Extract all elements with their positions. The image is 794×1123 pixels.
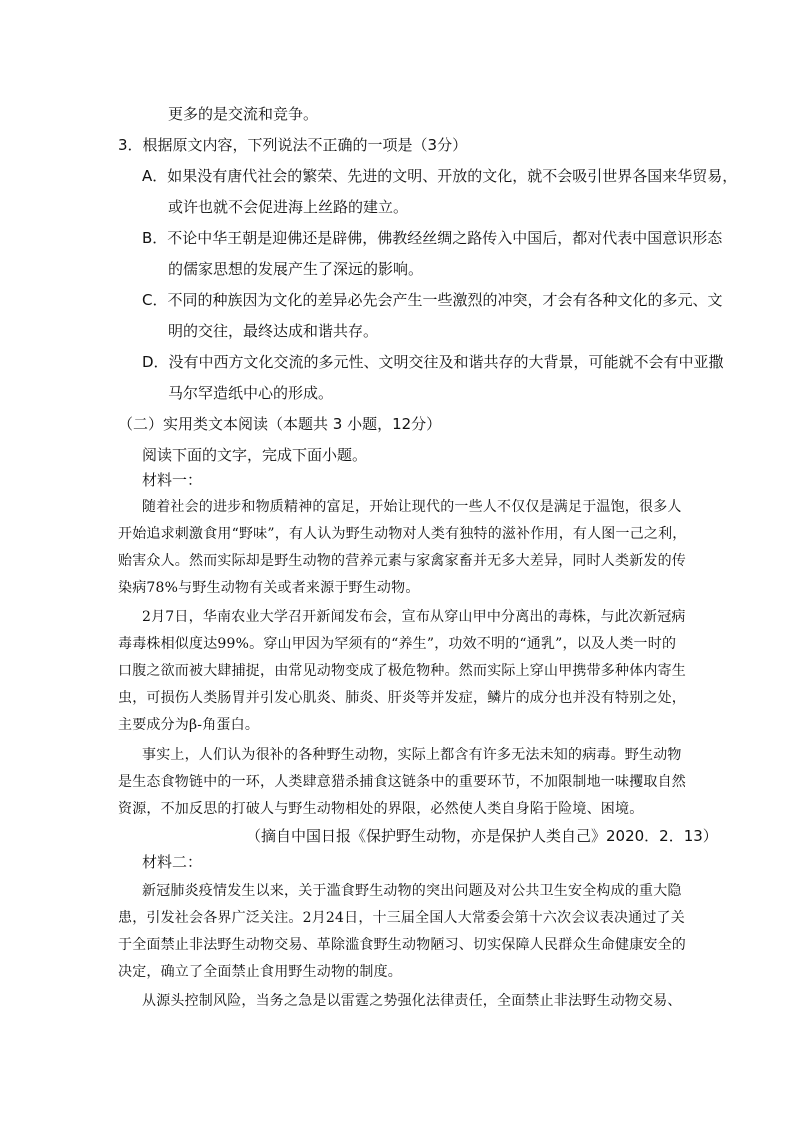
material-1-text: 贻害众人。然而实际却是野生动物的营养元素与家禽家畜并无多大差异，同时人类新发的传 bbox=[118, 553, 686, 569]
section-heading: （二）实用类文本阅读（本题共 3 小题，12分） bbox=[118, 415, 442, 433]
q3-option-b: B．不论中华王朝是迎佛还是辟佛，佛教经丝绸之路传入中国后，都对代表中国意识形态 bbox=[142, 229, 723, 247]
material-2-text: 从源头控制风险，当务之急是以雷霆之势强化法律责任，全面禁止非法野生动物交易、 bbox=[142, 993, 682, 1009]
material-2-text: 新冠肺炎疫情发生以来，关于滥食野生动物的突出问题及对公共卫生安全构成的重大隐 bbox=[142, 883, 682, 899]
q3-option-c: C．不同的种族因为文化的差异必先会产生一些激烈的冲突，才会有各种文化的多元、文 bbox=[142, 291, 723, 309]
material-1-text: 事实上，人们认为很补的各种野生动物，实际上都含有许多无法未知的病毒。野生动物 bbox=[142, 747, 682, 763]
q3-option-a: A．如果没有唐代社会的繁荣、先进的文明、开放的文化，就不会吸引世界各国来华贸易， bbox=[142, 167, 738, 185]
material-1-source: （摘自中国日报《保护野生动物，亦是保护人类自己》2020．2．13） bbox=[246, 827, 718, 845]
material-1-text: 是生态食物链中的一环，人类肆意猎杀捕食这链条中的重要环节，不加限制地一味攫取自然 bbox=[118, 774, 686, 790]
q3-option-d: D．没有中西方文化交流的多元性、文明交往及和谐共存的大背景，可能就不会有中亚撒 bbox=[142, 353, 724, 371]
question-3-stem: 3．根据原文内容，下列说法不正确的一项是（3分） bbox=[118, 136, 468, 154]
q3-option-a-cont: 或许也就不会促进海上丝路的建立。 bbox=[168, 198, 409, 216]
material-1-text: 主要成分为β-角蛋白。 bbox=[118, 717, 260, 733]
q3-option-d-cont: 马尔罕造纸中心的形成。 bbox=[168, 384, 334, 402]
material-1-text: 毒毒株相似度达99%。穿山甲因为罕须有的“养生”，功效不明的“通乳”，以及人类一时的 bbox=[118, 636, 677, 652]
q2-option-continuation: 更多的是交流和竞争。 bbox=[168, 105, 319, 123]
material-1-text: 染病78%与野生动物有关或者来源于野生动物。 bbox=[118, 580, 420, 596]
q3-option-b-cont: 的儒家思想的发展产生了深远的影响。 bbox=[168, 260, 424, 278]
material-2-text: 决定，确立了全面禁止食用野生动物的制度。 bbox=[118, 964, 402, 980]
material-1-text: 2月7日，华南农业大学召开新闻发布会，宣布从穿山甲中分离出的毒株，与此次新冠病 bbox=[142, 609, 686, 625]
material-1-label: 材料一： bbox=[142, 471, 203, 489]
material-1-text: 随着社会的进步和物质精神的富足，开始让现代的一些人不仅仅是满足于温饱，很多人 bbox=[142, 499, 682, 515]
reading-instruction: 阅读下面的文字，完成下面小题。 bbox=[142, 446, 368, 464]
material-1-text: 口腹之欲而被大肆捕捉，由常见动物变成了极危物种。然而实际上穿山甲携带多种体内寄生 bbox=[118, 663, 686, 679]
material-2-text: 于全面禁止非法野生动物交易、革除滥食野生动物陋习、切实保障人民群众生命健康安全的 bbox=[118, 937, 686, 953]
material-1-text: 虫，可损伤人类肠胃并引发心肌炎、肺炎、肝炎等并发症，鳞片的成分也并没有特别之处， bbox=[118, 690, 686, 706]
material-2-label: 材料二： bbox=[142, 853, 203, 871]
material-1-text: 资源，不加反思的打破人与野生动物相处的界限，必然使人类自身陷于险境、困境。 bbox=[118, 801, 644, 817]
material-1-text: 开始追求刺激食用“野味”，有人认为野生动物对人类有独特的滋补作用，有人图一己之利， bbox=[118, 526, 687, 542]
material-2-text: 患，引发社会各界广泛关注。2月24日，十三届全国人大常委会第十六次会议表决通过了关 bbox=[118, 910, 685, 926]
q3-option-c-cont: 明的交往，最终达成和谐共存。 bbox=[168, 322, 379, 340]
